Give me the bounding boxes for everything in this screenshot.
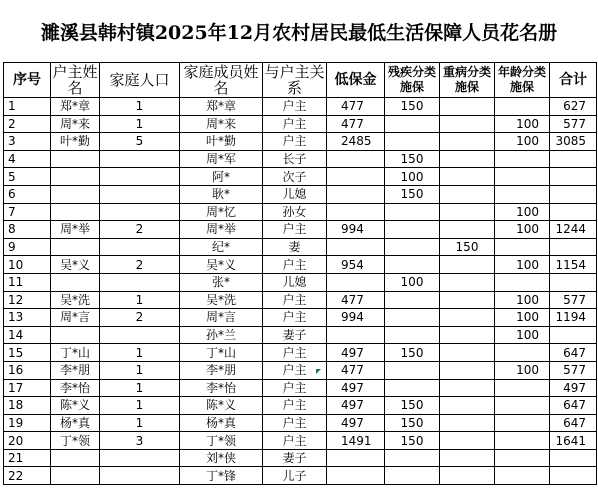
cell-disability-aid	[385, 221, 440, 239]
cell-allowance	[327, 238, 385, 256]
cell-total: 577	[550, 361, 597, 379]
cell-age-aid: 100	[495, 309, 550, 327]
cell-index: 8	[4, 221, 51, 239]
cell-total: 627	[550, 98, 597, 116]
cell-member-name: 刘*侠	[180, 449, 263, 467]
cell-relation: 儿媳	[263, 185, 327, 203]
cell-member-name: 叶*勤	[180, 133, 263, 151]
cell-index: 18	[4, 397, 51, 415]
cell-illness-aid	[440, 414, 495, 432]
cell-illness-aid	[440, 256, 495, 274]
cell-illness-aid	[440, 203, 495, 221]
cell-total: 647	[550, 414, 597, 432]
cell-household-size	[100, 168, 180, 186]
cell-disability-aid: 100	[385, 168, 440, 186]
cell-household-size	[100, 238, 180, 256]
cell-total	[550, 467, 597, 485]
cell-age-aid	[495, 185, 550, 203]
cell-index: 14	[4, 326, 51, 344]
cell-total	[550, 185, 597, 203]
header-total: 合计	[550, 63, 597, 98]
cell-member-name: 纪*	[180, 238, 263, 256]
cell-member-name: 阿*	[180, 168, 263, 186]
cell-disability-aid	[385, 379, 440, 397]
cell-relation: 户主	[263, 379, 327, 397]
roster-table	[3, 62, 597, 485]
cell-disability-aid: 150	[385, 397, 440, 415]
cell-member-name: 杨*真	[180, 414, 263, 432]
cell-relation: 次子	[263, 168, 327, 186]
table-row	[4, 168, 597, 186]
cell-member-name: 丁*锋	[180, 467, 263, 485]
cell-disability-aid: 150	[385, 98, 440, 116]
cell-disability-aid	[385, 326, 440, 344]
table-row	[4, 203, 597, 221]
cell-disability-aid	[385, 256, 440, 274]
cell-member-name: 李*怡	[180, 379, 263, 397]
cell-disability-aid	[385, 449, 440, 467]
cell-household-head: 陈*义	[51, 397, 100, 415]
cell-age-aid: 100	[495, 115, 550, 133]
cell-allowance: 994	[327, 309, 385, 327]
cell-household-size: 1	[100, 379, 180, 397]
cell-relation: 户主	[263, 291, 327, 309]
cell-relation: 妻子	[263, 449, 327, 467]
cell-allowance: 477	[327, 98, 385, 116]
cell-illness-aid	[440, 344, 495, 362]
cell-member-name: 丁*领	[180, 432, 263, 450]
table-row	[4, 256, 597, 274]
cell-illness-aid	[440, 133, 495, 151]
cell-household-size: 1	[100, 361, 180, 379]
cell-index: 20	[4, 432, 51, 450]
cell-age-aid	[495, 150, 550, 168]
table-row	[4, 361, 597, 379]
table-row	[4, 238, 597, 256]
cell-age-aid	[495, 379, 550, 397]
cell-household-head: 杨*真	[51, 414, 100, 432]
cell-relation: 孙女	[263, 203, 327, 221]
cell-allowance	[327, 185, 385, 203]
table-row	[4, 467, 597, 485]
cell-illness-aid	[440, 397, 495, 415]
table-row	[4, 432, 597, 450]
cell-illness-aid	[440, 291, 495, 309]
cell-household-head: 周*言	[51, 309, 100, 327]
cell-total: 647	[550, 344, 597, 362]
cell-member-name: 周*军	[180, 150, 263, 168]
cell-allowance: 497	[327, 344, 385, 362]
cell-member-name: 周*举	[180, 221, 263, 239]
cell-disability-aid	[385, 361, 440, 379]
cell-age-aid: 100	[495, 326, 550, 344]
table-row	[4, 185, 597, 203]
cell-illness-aid	[440, 361, 495, 379]
cell-household-head	[51, 185, 100, 203]
cell-index: 5	[4, 168, 51, 186]
cell-age-aid	[495, 238, 550, 256]
cell-disability-aid	[385, 467, 440, 485]
header-relation: 与户主关系	[264, 63, 325, 97]
cell-index: 22	[4, 467, 51, 485]
cell-household-size: 1	[100, 291, 180, 309]
cell-total: 647	[550, 397, 597, 415]
cell-total	[550, 203, 597, 221]
cell-age-aid: 100	[495, 291, 550, 309]
cell-total: 1154	[550, 256, 597, 274]
cell-total	[550, 150, 597, 168]
cell-relation: 户主	[263, 414, 327, 432]
cell-household-size: 1	[100, 414, 180, 432]
cell-total	[550, 449, 597, 467]
cell-illness-aid	[440, 467, 495, 485]
cell-index: 2	[4, 115, 51, 133]
cell-household-size: 2	[100, 256, 180, 274]
cell-household-size	[100, 203, 180, 221]
cell-age-aid	[495, 397, 550, 415]
header-index: 序号	[4, 63, 51, 98]
cell-disability-aid: 150	[385, 432, 440, 450]
cell-relation: 户主	[263, 432, 327, 450]
table-row	[4, 397, 597, 415]
cell-age-aid: 100	[495, 221, 550, 239]
table-row	[4, 221, 597, 239]
cell-household-head: 丁*领	[51, 432, 100, 450]
cell-household-size	[100, 150, 180, 168]
cell-illness-aid	[440, 432, 495, 450]
cell-total: 1244	[550, 221, 597, 239]
cell-household-size	[100, 185, 180, 203]
cell-household-head	[51, 467, 100, 485]
table-row	[4, 309, 597, 327]
cell-allowance: 477	[327, 115, 385, 133]
header-disability: 残疾分类施保	[385, 63, 440, 98]
cell-total	[550, 326, 597, 344]
header-illness: 重病分类施保	[440, 63, 495, 98]
cell-household-size	[100, 273, 180, 291]
cell-total: 1194	[550, 309, 597, 327]
document-title: 濉溪县韩村镇2025年12月农村居民最低生活保障人员花名册	[40, 21, 558, 44]
cell-allowance: 477	[327, 361, 385, 379]
cell-disability-aid	[385, 115, 440, 133]
table-row	[4, 291, 597, 309]
table-row	[4, 273, 597, 291]
cell-illness-aid	[440, 115, 495, 133]
cell-illness-aid	[440, 168, 495, 186]
cell-relation: 儿子	[263, 467, 327, 485]
cell-index: 21	[4, 449, 51, 467]
cell-index: 15	[4, 344, 51, 362]
cell-disability-aid: 100	[385, 273, 440, 291]
cell-relation: 户主	[263, 98, 327, 116]
table-row	[4, 379, 597, 397]
cell-allowance	[327, 449, 385, 467]
cell-index: 12	[4, 291, 51, 309]
cell-index: 4	[4, 150, 51, 168]
cell-household-size: 1	[100, 115, 180, 133]
cell-allowance	[327, 273, 385, 291]
cell-allowance	[327, 203, 385, 221]
cell-relation: 户主	[263, 133, 327, 151]
header-member-name: 家庭成员姓名	[180, 63, 263, 98]
table-row	[4, 414, 597, 432]
cell-household-size: 1	[100, 98, 180, 116]
cell-age-aid: 100	[495, 361, 550, 379]
cell-household-head: 郑*章	[51, 98, 100, 116]
cell-age-aid	[495, 273, 550, 291]
header-allowance: 低保金	[327, 63, 385, 98]
cell-relation: 户主	[263, 221, 327, 239]
cell-household-head: 周*举	[51, 221, 100, 239]
cell-member-name: 丁*山	[180, 344, 263, 362]
cell-allowance: 497	[327, 379, 385, 397]
cell-illness-aid	[440, 98, 495, 116]
cell-allowance: 477	[327, 291, 385, 309]
cell-household-head: 叶*勤	[51, 133, 100, 151]
cell-relation: 妻子	[263, 326, 327, 344]
cell-relation: 户主	[263, 397, 327, 415]
cell-household-size: 1	[100, 344, 180, 362]
cell-household-head: 李*怡	[51, 379, 100, 397]
header-age: 年龄分类施保	[495, 63, 550, 98]
cell-allowance	[327, 168, 385, 186]
table-row	[4, 449, 597, 467]
cell-member-name: 周*来	[180, 115, 263, 133]
cell-illness-aid	[440, 309, 495, 327]
cell-index: 17	[4, 379, 51, 397]
cell-allowance: 2485	[327, 133, 385, 151]
cell-allowance: 497	[327, 397, 385, 415]
cell-relation: 户主	[263, 256, 327, 274]
cell-disability-aid: 150	[385, 185, 440, 203]
cell-relation: 户主	[263, 309, 327, 327]
cell-household-head	[51, 168, 100, 186]
cell-allowance: 497	[327, 414, 385, 432]
cell-household-size: 2	[100, 221, 180, 239]
cell-relation: 户主	[263, 115, 327, 133]
cell-relation: 户主	[263, 361, 327, 379]
cell-illness-aid	[440, 326, 495, 344]
cell-age-aid	[495, 168, 550, 186]
cell-disability-aid: 150	[385, 414, 440, 432]
cell-age-aid	[495, 449, 550, 467]
cell-illness-aid	[440, 379, 495, 397]
cell-index: 16	[4, 361, 51, 379]
cell-member-name: 周*言	[180, 309, 263, 327]
cell-member-name: 吴*洗	[180, 291, 263, 309]
cell-illness-aid	[440, 185, 495, 203]
cell-total: 577	[550, 291, 597, 309]
cell-illness-aid	[440, 449, 495, 467]
table-row	[4, 115, 597, 133]
table-row	[4, 133, 597, 151]
header-row	[4, 63, 597, 98]
cell-member-name: 张*	[180, 273, 263, 291]
table-row	[4, 326, 597, 344]
table-row	[4, 98, 597, 116]
cell-total: 1641	[550, 432, 597, 450]
cell-disability-aid	[385, 133, 440, 151]
cell-total	[550, 238, 597, 256]
cell-allowance: 994	[327, 221, 385, 239]
cell-age-aid: 100	[495, 133, 550, 151]
cell-total	[550, 273, 597, 291]
cell-disability-aid	[385, 309, 440, 327]
cell-household-size	[100, 449, 180, 467]
cell-member-name: 郑*章	[180, 98, 263, 116]
cell-age-aid	[495, 432, 550, 450]
cell-household-head	[51, 150, 100, 168]
cell-member-name: 吴*义	[180, 256, 263, 274]
cell-household-head	[51, 203, 100, 221]
table-row	[4, 344, 597, 362]
cell-household-head: 吴*义	[51, 256, 100, 274]
cell-index: 11	[4, 273, 51, 291]
cell-relation: 妻	[263, 238, 327, 256]
cell-total: 3085	[550, 133, 597, 151]
cell-disability-aid: 150	[385, 150, 440, 168]
cell-disability-aid	[385, 238, 440, 256]
cell-household-head: 周*来	[51, 115, 100, 133]
cell-total: 497	[550, 379, 597, 397]
cell-household-head: 吴*洗	[51, 291, 100, 309]
cell-household-head	[51, 449, 100, 467]
cell-index: 7	[4, 203, 51, 221]
cell-illness-aid	[440, 221, 495, 239]
cell-member-name: 周*忆	[180, 203, 263, 221]
cell-relation: 户主	[263, 344, 327, 362]
cell-member-name: 陈*义	[180, 397, 263, 415]
cell-disability-aid	[385, 203, 440, 221]
cell-index: 13	[4, 309, 51, 327]
cell-household-head	[51, 238, 100, 256]
cell-household-size: 5	[100, 133, 180, 151]
cell-allowance	[327, 326, 385, 344]
cell-disability-aid	[385, 291, 440, 309]
cell-household-head: 丁*山	[51, 344, 100, 362]
cell-index: 3	[4, 133, 51, 151]
cell-allowance	[327, 150, 385, 168]
cell-disability-aid: 150	[385, 344, 440, 362]
cell-index: 9	[4, 238, 51, 256]
cell-index: 6	[4, 185, 51, 203]
cell-index: 19	[4, 414, 51, 432]
cell-age-aid: 100	[495, 203, 550, 221]
cell-illness-aid	[440, 273, 495, 291]
cell-illness-aid: 150	[440, 238, 495, 256]
cell-household-size	[100, 467, 180, 485]
cell-member-name: 耿*	[180, 185, 263, 203]
cell-age-aid	[495, 414, 550, 432]
cell-relation: 长子	[263, 150, 327, 168]
cell-index: 1	[4, 98, 51, 116]
cell-total	[550, 168, 597, 186]
cell-allowance: 1491	[327, 432, 385, 450]
cell-index: 10	[4, 256, 51, 274]
cell-household-size: 3	[100, 432, 180, 450]
cell-age-aid	[495, 98, 550, 116]
cell-age-aid	[495, 344, 550, 362]
cell-allowance: 954	[327, 256, 385, 274]
header-household-size: 家庭人口	[100, 63, 180, 98]
cell-age-aid: 100	[495, 256, 550, 274]
header-household-head: 户主姓名	[52, 63, 98, 97]
table-row	[4, 150, 597, 168]
cell-household-head	[51, 326, 100, 344]
cell-relation: 儿媳	[263, 273, 327, 291]
cell-member-name: 李*朋	[180, 361, 263, 379]
cell-member-name: 孙*兰	[180, 326, 263, 344]
cell-household-size	[100, 326, 180, 344]
cell-comment-marker	[316, 369, 321, 374]
cell-household-size: 1	[100, 397, 180, 415]
cell-illness-aid	[440, 150, 495, 168]
cell-age-aid	[495, 467, 550, 485]
cell-total: 577	[550, 115, 597, 133]
cell-allowance	[327, 467, 385, 485]
cell-household-size: 2	[100, 309, 180, 327]
cell-household-head: 李*朋	[51, 361, 100, 379]
cell-household-head	[51, 273, 100, 291]
